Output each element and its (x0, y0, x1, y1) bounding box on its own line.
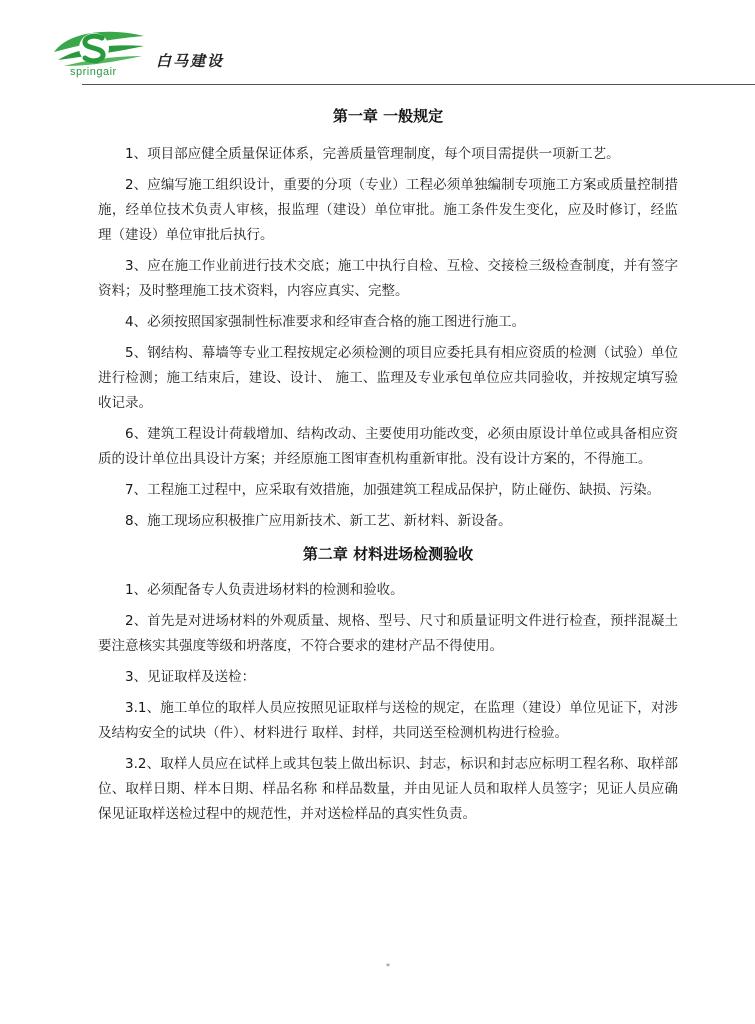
chapter-2-paragraph-3: 3、见证取样及送检： (125, 669, 256, 685)
chapter-1-paragraph-1: 1、项目部应健全质量保证体系，完善质量管理制度，每个项目需提供一项新工艺。 (125, 146, 620, 162)
chapter-1-paragraph-3: 3、应在施工作业前进行技术交底；施工中执行自检、互检、交接检三级检查制度，并有签字资料；及时整理施工技术资料，内容应真实、完整。 (98, 258, 678, 299)
brand-name-chinese: 白马建设 (156, 52, 225, 70)
springair-leaf-logo-icon (50, 26, 148, 68)
document-body (98, 104, 678, 833)
chapter-1-paragraph-5: 5、钢结构、幕墙等专业工程按规定必须检测的项目应委托具有相应资质的检测（试验）单位进行检测；施工结束后，建设、设计、 施工、监理及专业承包单位应共同验收，并按规定填写验收记录。 (98, 345, 678, 411)
chapter-2-paragraph-4: 3.1、施工单位的取样人员应按照见证取样与送检的规定，在监理（建设）单位见证下，对涉及结构安全的试块（件）、材料进行 取样、封样，共同送至检测机构进行检验。 (98, 700, 678, 741)
chapter-1-title: 第一章 一般规定 (332, 107, 444, 125)
brand-name-english: springair (70, 66, 117, 78)
chapter-2-title: 第二章 材料进场检测验收 (302, 545, 474, 563)
page-header (0, 0, 755, 86)
chapter-2-paragraph-2: 2、首先是对进场材料的外观质量、规格、型号、尺寸和质量证明文件进行检查，预拌混凝土要注意核实其强度等级和坍落度，不符合要求的建材产品不得使用。 (98, 613, 678, 654)
chapter-2-paragraph-1: 1、必须配备专人负责进场材料的检测和验收。 (125, 582, 404, 598)
chapter-1-paragraph-8: 8、施工现场应积极推广应用新技术、新工艺、新材料、新设备。 (125, 513, 512, 529)
chapter-1-paragraph-4: 4、必须按照国家强制性标准要求和经审查合格的施工图进行施工。 (125, 314, 526, 330)
chapter-1-paragraph-6: 6、建筑工程设计荷载增加、结构改动、主要使用功能改变，必须由原设计单位或具备相应资质的设计单位出具设计方案；并经原施工图审查机构重新审批。没有设计方案的，不得施工。 (98, 426, 678, 467)
chapter-2-paragraph-5: 3.2、取样人员应在试样上或其包装上做出标识、封志，标识和封志应标明工程名称、取样部位、取样日期、样本日期、样品名称 和样品数量，并由见证人员和取样人员签字；见证人员应确保见证取样送检过程中的规范性，并对送检样品的真实性负责。 (98, 756, 678, 822)
chapter-1-paragraph-7: 7、工程施工过程中，应采取有效措施，加强建筑工程成品保护，防止碰伤、缺损、污染。 (125, 482, 661, 498)
page-footer-mark: * (386, 962, 390, 971)
header-divider (82, 84, 755, 85)
chapter-1-paragraph-2: 2、应编写施工组织设计，重要的分项（专业）工程必须单独编制专项施工方案或质量控制措施，经单位技术负责人审核，报监理（建设）单位审批。施工条件发生变化，应及时修订，经监理（建设）单位审批后执行。 (98, 177, 678, 243)
